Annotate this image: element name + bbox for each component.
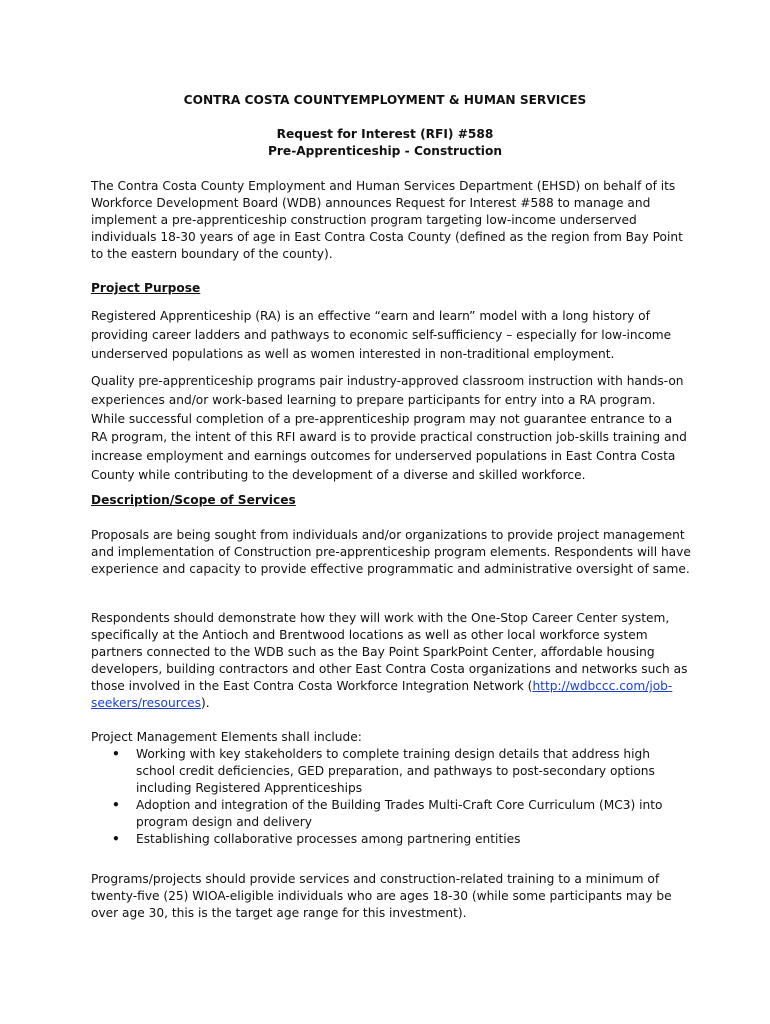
intro-paragraph: The Contra Costa County Employment and Human Services Department (EHSD) on behalf of its Workforce Development Board (WDB) announces Request for Interest #588 to manage and implement a pre-apprenticeship construction program targeting low-income underserved individuals 18-30 years of age in East Contra Costa County (defined as the region from Bay Point to the eastern boundary of the county). bbox=[91, 179, 683, 261]
list-item bbox=[91, 797, 691, 831]
bullet-icon: • bbox=[112, 832, 120, 846]
scope-body-2 bbox=[91, 610, 691, 712]
rfi-heading bbox=[0, 126, 770, 160]
scope-heading-wrap bbox=[91, 492, 691, 509]
scope-body-3 bbox=[91, 871, 691, 922]
list-item-text: Working with key stakeholders to complete training design details that address high school credit deficiencies, GED preparation, and pathways to post-secondary options including Registered Apprenticeships bbox=[136, 747, 655, 795]
intro-section bbox=[91, 178, 691, 263]
project-elements bbox=[91, 729, 691, 848]
list-item bbox=[91, 746, 691, 797]
scope-paragraph-3: Programs/projects should provide services and construction-related training to a minimum of twenty-five (25) WIOA-eligible individuals who are ages 18-30 (while some participants may be over age 30, this is the target age range for this investment). bbox=[91, 872, 672, 920]
bullet-icon: • bbox=[112, 747, 120, 761]
scope-paragraph-2 bbox=[91, 610, 691, 712]
bullet-icon: • bbox=[112, 798, 120, 812]
wdbccc-resources-link[interactable]: http://wdbccc.com/job-seekers/resources bbox=[91, 679, 673, 710]
project-purpose-section bbox=[91, 280, 691, 297]
rfi-number: Request for Interest (RFI) #588 bbox=[276, 127, 494, 141]
purpose-paragraph-1: Registered Apprenticeship (RA) is an effective “earn and learn” model with a long history of providing career ladders and pathways to economic self-sufficiency – especially for low-income underserved populations as well as women interested in non-traditional employment. bbox=[91, 309, 672, 361]
project-purpose-body bbox=[91, 307, 691, 363]
list-item-text: Adoption and integration of the Building Trades Multi-Craft Core Curriculum (MC3) into program design and delivery bbox=[136, 798, 663, 829]
scope-body-1 bbox=[91, 527, 691, 578]
scope-paragraph-2-end: ). bbox=[201, 696, 210, 710]
scope-heading: Description/Scope of Services bbox=[91, 493, 296, 507]
project-purpose-body-2 bbox=[91, 372, 691, 485]
list-item-text: Establishing collaborative processes among partnering entities bbox=[136, 832, 521, 846]
project-purpose-heading: Project Purpose bbox=[91, 281, 201, 295]
scope-paragraph-1: Proposals are being sought from individuals and/or organizations to provide project management and implementation of Construction pre-apprenticeship program elements. Respondents will have experience and capacity to provide effective programmatic and administrative oversight of same. bbox=[91, 528, 691, 576]
purpose-paragraph-2: Quality pre-apprenticeship programs pair industry-approved classroom instruction with hands-on experiences and/or work-based learning to prepare participants for entry into a RA program. While successful completion of a pre-apprenticeship program may not guarantee entrance to a RA program, the intent of this RFI award is to provide practical construction job-skills training and increase employment and earnings outcomes for underserved populations in East Contra Costa County while contributing to the development of a diverse and skilled workforce. bbox=[91, 374, 687, 482]
list-item bbox=[91, 831, 691, 848]
elements-list bbox=[91, 746, 691, 848]
scope-paragraph-2-text: Respondents should demonstrate how they will work with the One-Stop Career Center system, specifically at the Antioch and Brentwood locations as well as other local workforce system partners connected to the WDB such as the Bay Point SparkPoint Center, affordable housing developers, building contractors and other East Contra Costa organizations and networks such as those involved in the East Contra Costa Workforce Integration Network ( bbox=[91, 611, 688, 693]
elements-intro: Project Management Elements shall include: bbox=[91, 730, 362, 744]
document-title: CONTRA COSTA COUNTYEMPLOYMENT & HUMAN SERVICES bbox=[183, 93, 587, 107]
rfi-subtitle: Pre-Apprenticeship - Construction bbox=[267, 144, 502, 158]
